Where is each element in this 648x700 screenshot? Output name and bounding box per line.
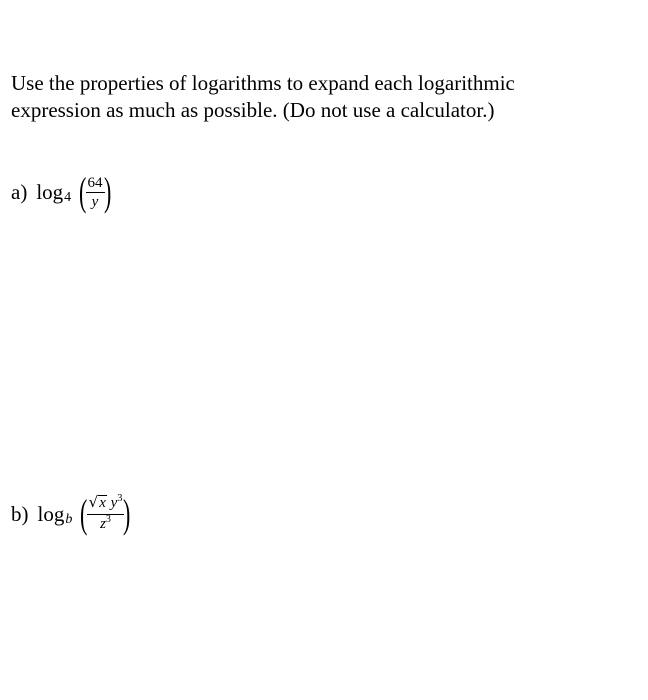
problem-b-log-base: b <box>65 512 73 527</box>
problem-b-denominator-variable: z <box>100 516 106 532</box>
problem-a <box>11 169 114 214</box>
problem-a-log-base: 4 <box>64 190 72 205</box>
problem-a-log-function: log <box>36 179 64 204</box>
problem-b-label: b) <box>11 501 29 526</box>
problem-a-label: a) <box>11 179 28 204</box>
problem-b-open-paren: ( <box>80 491 88 536</box>
problem-b-log-function: log <box>37 501 65 526</box>
problem-b-close-paren: ) <box>123 491 131 536</box>
problem-b <box>11 491 134 536</box>
problem-b-denominator-exponent: 3 <box>105 514 111 525</box>
problem-b-denominator <box>100 515 111 534</box>
instructions-line-1: Use the properties of logarithms to expand each logarithmic <box>11 71 515 95</box>
problem-a-denominator: y <box>91 193 99 210</box>
problem-b-numerator-exponent: 3 <box>117 493 123 504</box>
problem-a-close-paren: ) <box>103 169 111 214</box>
problem-b-radical-sign: √ <box>88 493 99 511</box>
problem-b-numerator-variable: y <box>110 495 118 511</box>
problem-b-radicand: x <box>99 495 106 511</box>
instructions-text <box>11 70 631 124</box>
problem-a-fraction <box>86 175 105 210</box>
problem-b-square-root <box>89 494 107 510</box>
problem-b-numerator <box>87 494 125 515</box>
problem-a-open-paren: ( <box>79 169 87 214</box>
problem-b-fraction <box>87 494 125 534</box>
instructions-line-2: expression as much as possible. (Do not use a calculator.) <box>11 98 495 122</box>
problem-a-numerator: 64 <box>87 174 103 191</box>
